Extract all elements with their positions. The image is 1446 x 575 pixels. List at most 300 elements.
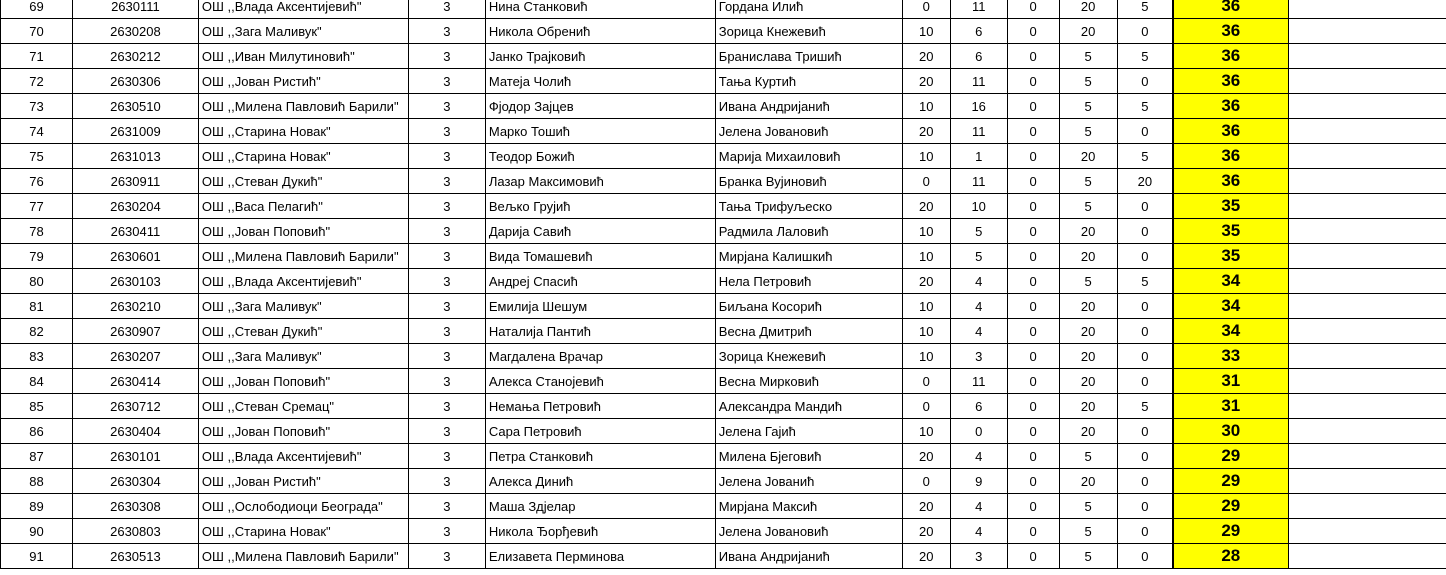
points-2-cell[interactable]: 4 bbox=[950, 269, 1007, 294]
points-5-cell[interactable]: 0 bbox=[1117, 69, 1173, 94]
rank-cell[interactable]: 71 bbox=[1, 44, 73, 69]
school-cell[interactable]: ОШ ,,Влада Аксентијевић" bbox=[198, 444, 408, 469]
points-1-cell[interactable]: 20 bbox=[902, 119, 950, 144]
points-1-cell[interactable]: 20 bbox=[902, 44, 950, 69]
code-cell[interactable]: 2630308 bbox=[72, 494, 198, 519]
code-cell[interactable]: 2631013 bbox=[72, 144, 198, 169]
student-name-cell[interactable]: Алекса Станојевић bbox=[485, 369, 715, 394]
grade-cell[interactable]: 3 bbox=[408, 19, 485, 44]
rank-cell[interactable]: 77 bbox=[1, 194, 73, 219]
points-2-cell[interactable]: 11 bbox=[950, 0, 1007, 19]
student-name-cell[interactable]: Никола Обренић bbox=[485, 19, 715, 44]
rank-cell[interactable]: 83 bbox=[1, 344, 73, 369]
points-3-cell[interactable]: 0 bbox=[1007, 19, 1059, 44]
points-2-cell[interactable]: 11 bbox=[950, 69, 1007, 94]
points-3-cell[interactable]: 0 bbox=[1007, 144, 1059, 169]
code-cell[interactable]: 2630414 bbox=[72, 369, 198, 394]
rank-cell[interactable]: 88 bbox=[1, 469, 73, 494]
empty-cell[interactable] bbox=[1288, 144, 1446, 169]
code-cell[interactable]: 2630510 bbox=[72, 94, 198, 119]
points-3-cell[interactable]: 0 bbox=[1007, 319, 1059, 344]
total-score-cell[interactable]: 31 bbox=[1173, 369, 1288, 394]
points-5-cell[interactable]: 20 bbox=[1117, 169, 1173, 194]
school-cell[interactable]: ОШ ,,Иван Милутиновић" bbox=[198, 44, 408, 69]
student-name-cell[interactable]: Вида Томашевић bbox=[485, 244, 715, 269]
points-1-cell[interactable]: 0 bbox=[902, 469, 950, 494]
student-name-cell[interactable]: Никола Ђорђевић bbox=[485, 519, 715, 544]
points-3-cell[interactable]: 0 bbox=[1007, 119, 1059, 144]
points-3-cell[interactable]: 0 bbox=[1007, 194, 1059, 219]
total-score-cell[interactable]: 35 bbox=[1173, 194, 1288, 219]
grade-cell[interactable]: 3 bbox=[408, 119, 485, 144]
points-4-cell[interactable]: 20 bbox=[1059, 344, 1117, 369]
student-name-cell[interactable]: Јанко Трајковић bbox=[485, 44, 715, 69]
school-cell[interactable]: ОШ ,,Јован Поповић" bbox=[198, 219, 408, 244]
grade-cell[interactable]: 3 bbox=[408, 144, 485, 169]
points-2-cell[interactable]: 6 bbox=[950, 19, 1007, 44]
teacher-name-cell[interactable]: Александра Мандић bbox=[715, 394, 902, 419]
points-2-cell[interactable]: 6 bbox=[950, 44, 1007, 69]
total-score-cell[interactable]: 29 bbox=[1173, 494, 1288, 519]
rank-cell[interactable]: 76 bbox=[1, 169, 73, 194]
grade-cell[interactable]: 3 bbox=[408, 494, 485, 519]
points-5-cell[interactable]: 0 bbox=[1117, 344, 1173, 369]
rank-cell[interactable]: 91 bbox=[1, 544, 73, 569]
rank-cell[interactable]: 78 bbox=[1, 219, 73, 244]
empty-cell[interactable] bbox=[1288, 219, 1446, 244]
student-name-cell[interactable]: Маша Здјелар bbox=[485, 494, 715, 519]
student-name-cell[interactable]: Емилија Шешум bbox=[485, 294, 715, 319]
total-score-cell[interactable]: 36 bbox=[1173, 119, 1288, 144]
student-name-cell[interactable]: Немања Петровић bbox=[485, 394, 715, 419]
empty-cell[interactable] bbox=[1288, 294, 1446, 319]
points-4-cell[interactable]: 5 bbox=[1059, 44, 1117, 69]
code-cell[interactable]: 2630306 bbox=[72, 69, 198, 94]
teacher-name-cell[interactable]: Бранка Вујиновић bbox=[715, 169, 902, 194]
points-1-cell[interactable]: 20 bbox=[902, 519, 950, 544]
points-2-cell[interactable]: 10 bbox=[950, 194, 1007, 219]
teacher-name-cell[interactable]: Тања Куртић bbox=[715, 69, 902, 94]
code-cell[interactable]: 2630601 bbox=[72, 244, 198, 269]
points-3-cell[interactable]: 0 bbox=[1007, 444, 1059, 469]
teacher-name-cell[interactable]: Јелена Јовановић bbox=[715, 119, 902, 144]
rank-cell[interactable]: 86 bbox=[1, 419, 73, 444]
points-2-cell[interactable]: 4 bbox=[950, 519, 1007, 544]
points-2-cell[interactable]: 4 bbox=[950, 319, 1007, 344]
school-cell[interactable]: ОШ ,,Васа Пелагић" bbox=[198, 194, 408, 219]
points-5-cell[interactable]: 0 bbox=[1117, 244, 1173, 269]
points-4-cell[interactable]: 20 bbox=[1059, 469, 1117, 494]
code-cell[interactable]: 2630712 bbox=[72, 394, 198, 419]
rank-cell[interactable]: 73 bbox=[1, 94, 73, 119]
school-cell[interactable]: ОШ ,,Зага Маливук" bbox=[198, 344, 408, 369]
school-cell[interactable]: ОШ ,,Влада Аксентијевић" bbox=[198, 269, 408, 294]
total-score-cell[interactable]: 34 bbox=[1173, 294, 1288, 319]
code-cell[interactable]: 2631009 bbox=[72, 119, 198, 144]
empty-cell[interactable] bbox=[1288, 0, 1446, 19]
grade-cell[interactable]: 3 bbox=[408, 294, 485, 319]
points-3-cell[interactable]: 0 bbox=[1007, 294, 1059, 319]
points-3-cell[interactable]: 0 bbox=[1007, 494, 1059, 519]
points-5-cell[interactable]: 0 bbox=[1117, 519, 1173, 544]
points-4-cell[interactable]: 20 bbox=[1059, 244, 1117, 269]
total-score-cell[interactable]: 29 bbox=[1173, 444, 1288, 469]
total-score-cell[interactable]: 29 bbox=[1173, 469, 1288, 494]
points-5-cell[interactable]: 0 bbox=[1117, 419, 1173, 444]
total-score-cell[interactable]: 29 bbox=[1173, 519, 1288, 544]
total-score-cell[interactable]: 36 bbox=[1173, 169, 1288, 194]
empty-cell[interactable] bbox=[1288, 444, 1446, 469]
empty-cell[interactable] bbox=[1288, 194, 1446, 219]
points-5-cell[interactable]: 5 bbox=[1117, 94, 1173, 119]
student-name-cell[interactable]: Матеја Чолић bbox=[485, 69, 715, 94]
points-2-cell[interactable]: 4 bbox=[950, 444, 1007, 469]
empty-cell[interactable] bbox=[1288, 319, 1446, 344]
points-2-cell[interactable]: 3 bbox=[950, 544, 1007, 569]
rank-cell[interactable]: 87 bbox=[1, 444, 73, 469]
points-4-cell[interactable]: 5 bbox=[1059, 169, 1117, 194]
school-cell[interactable]: ОШ ,,Милена Павловић Барили" bbox=[198, 544, 408, 569]
empty-cell[interactable] bbox=[1288, 94, 1446, 119]
points-1-cell[interactable]: 20 bbox=[902, 194, 950, 219]
points-3-cell[interactable]: 0 bbox=[1007, 469, 1059, 494]
points-5-cell[interactable]: 0 bbox=[1117, 219, 1173, 244]
student-name-cell[interactable]: Наталија Пантић bbox=[485, 319, 715, 344]
total-score-cell[interactable]: 34 bbox=[1173, 319, 1288, 344]
code-cell[interactable]: 2630101 bbox=[72, 444, 198, 469]
code-cell[interactable]: 2630513 bbox=[72, 544, 198, 569]
empty-cell[interactable] bbox=[1288, 544, 1446, 569]
rank-cell[interactable]: 79 bbox=[1, 244, 73, 269]
teacher-name-cell[interactable]: Радмила Лаловић bbox=[715, 219, 902, 244]
points-2-cell[interactable]: 0 bbox=[950, 419, 1007, 444]
student-name-cell[interactable]: Алекса Динић bbox=[485, 469, 715, 494]
student-name-cell[interactable]: Марко Тошић bbox=[485, 119, 715, 144]
points-4-cell[interactable]: 5 bbox=[1059, 444, 1117, 469]
rank-cell[interactable]: 82 bbox=[1, 319, 73, 344]
points-4-cell[interactable]: 5 bbox=[1059, 194, 1117, 219]
points-2-cell[interactable]: 4 bbox=[950, 494, 1007, 519]
code-cell[interactable]: 2630208 bbox=[72, 19, 198, 44]
points-4-cell[interactable]: 5 bbox=[1059, 519, 1117, 544]
empty-cell[interactable] bbox=[1288, 369, 1446, 394]
student-name-cell[interactable]: Дарија Савић bbox=[485, 219, 715, 244]
teacher-name-cell[interactable]: Мирјана Максић bbox=[715, 494, 902, 519]
points-1-cell[interactable]: 10 bbox=[902, 294, 950, 319]
points-3-cell[interactable]: 0 bbox=[1007, 169, 1059, 194]
total-score-cell[interactable]: 31 bbox=[1173, 394, 1288, 419]
empty-cell[interactable] bbox=[1288, 244, 1446, 269]
points-4-cell[interactable]: 20 bbox=[1059, 144, 1117, 169]
points-1-cell[interactable]: 10 bbox=[902, 319, 950, 344]
grade-cell[interactable]: 3 bbox=[408, 219, 485, 244]
grade-cell[interactable]: 3 bbox=[408, 469, 485, 494]
points-1-cell[interactable]: 10 bbox=[902, 419, 950, 444]
points-4-cell[interactable]: 20 bbox=[1059, 319, 1117, 344]
points-3-cell[interactable]: 0 bbox=[1007, 44, 1059, 69]
teacher-name-cell[interactable]: Тања Трифуљеско bbox=[715, 194, 902, 219]
points-1-cell[interactable]: 10 bbox=[902, 19, 950, 44]
total-score-cell[interactable]: 36 bbox=[1173, 44, 1288, 69]
rank-cell[interactable]: 84 bbox=[1, 369, 73, 394]
code-cell[interactable]: 2630204 bbox=[72, 194, 198, 219]
student-name-cell[interactable]: Петра Станковић bbox=[485, 444, 715, 469]
points-4-cell[interactable]: 20 bbox=[1059, 394, 1117, 419]
teacher-name-cell[interactable]: Весна Мирковић bbox=[715, 369, 902, 394]
empty-cell[interactable] bbox=[1288, 394, 1446, 419]
points-3-cell[interactable]: 0 bbox=[1007, 544, 1059, 569]
points-5-cell[interactable]: 5 bbox=[1117, 269, 1173, 294]
rank-cell[interactable]: 89 bbox=[1, 494, 73, 519]
points-1-cell[interactable]: 10 bbox=[902, 219, 950, 244]
rank-cell[interactable]: 80 bbox=[1, 269, 73, 294]
total-score-cell[interactable]: 33 bbox=[1173, 344, 1288, 369]
points-5-cell[interactable]: 0 bbox=[1117, 494, 1173, 519]
points-1-cell[interactable]: 20 bbox=[902, 444, 950, 469]
rank-cell[interactable]: 70 bbox=[1, 19, 73, 44]
grade-cell[interactable]: 3 bbox=[408, 269, 485, 294]
points-2-cell[interactable]: 9 bbox=[950, 469, 1007, 494]
student-name-cell[interactable]: Сара Петровић bbox=[485, 419, 715, 444]
grade-cell[interactable]: 3 bbox=[408, 519, 485, 544]
empty-cell[interactable] bbox=[1288, 69, 1446, 94]
student-name-cell[interactable]: Лазар Максимовић bbox=[485, 169, 715, 194]
empty-cell[interactable] bbox=[1288, 269, 1446, 294]
grade-cell[interactable]: 3 bbox=[408, 169, 485, 194]
grade-cell[interactable]: 3 bbox=[408, 69, 485, 94]
points-5-cell[interactable]: 5 bbox=[1117, 44, 1173, 69]
points-1-cell[interactable]: 20 bbox=[902, 494, 950, 519]
points-5-cell[interactable]: 0 bbox=[1117, 444, 1173, 469]
rank-cell[interactable]: 81 bbox=[1, 294, 73, 319]
code-cell[interactable]: 2630911 bbox=[72, 169, 198, 194]
total-score-cell[interactable]: 36 bbox=[1173, 0, 1288, 19]
school-cell[interactable]: ОШ ,,Јован Ристић" bbox=[198, 469, 408, 494]
grade-cell[interactable]: 3 bbox=[408, 544, 485, 569]
points-2-cell[interactable]: 5 bbox=[950, 219, 1007, 244]
student-name-cell[interactable]: Вељко Грујић bbox=[485, 194, 715, 219]
rank-cell[interactable]: 72 bbox=[1, 69, 73, 94]
grade-cell[interactable]: 3 bbox=[408, 394, 485, 419]
points-3-cell[interactable]: 0 bbox=[1007, 219, 1059, 244]
total-score-cell[interactable]: 35 bbox=[1173, 244, 1288, 269]
points-5-cell[interactable]: 0 bbox=[1117, 319, 1173, 344]
total-score-cell[interactable]: 36 bbox=[1173, 144, 1288, 169]
points-2-cell[interactable]: 6 bbox=[950, 394, 1007, 419]
grade-cell[interactable]: 3 bbox=[408, 419, 485, 444]
empty-cell[interactable] bbox=[1288, 119, 1446, 144]
points-4-cell[interactable]: 20 bbox=[1059, 0, 1117, 19]
total-score-cell[interactable]: 35 bbox=[1173, 219, 1288, 244]
rank-cell[interactable]: 90 bbox=[1, 519, 73, 544]
points-5-cell[interactable]: 0 bbox=[1117, 19, 1173, 44]
points-1-cell[interactable]: 0 bbox=[902, 394, 950, 419]
points-3-cell[interactable]: 0 bbox=[1007, 394, 1059, 419]
code-cell[interactable]: 2630404 bbox=[72, 419, 198, 444]
school-cell[interactable]: ОШ ,,Старина Новак" bbox=[198, 119, 408, 144]
teacher-name-cell[interactable]: Ивана Андријанић bbox=[715, 94, 902, 119]
teacher-name-cell[interactable]: Ивана Андријанић bbox=[715, 544, 902, 569]
points-4-cell[interactable]: 5 bbox=[1059, 544, 1117, 569]
total-score-cell[interactable]: 36 bbox=[1173, 19, 1288, 44]
total-score-cell[interactable]: 30 bbox=[1173, 419, 1288, 444]
grade-cell[interactable]: 3 bbox=[408, 369, 485, 394]
points-5-cell[interactable]: 5 bbox=[1117, 394, 1173, 419]
code-cell[interactable]: 2630207 bbox=[72, 344, 198, 369]
points-1-cell[interactable]: 10 bbox=[902, 144, 950, 169]
points-4-cell[interactable]: 5 bbox=[1059, 269, 1117, 294]
school-cell[interactable]: ОШ ,,Стеван Дукић" bbox=[198, 169, 408, 194]
points-2-cell[interactable]: 11 bbox=[950, 169, 1007, 194]
grade-cell[interactable]: 3 bbox=[408, 0, 485, 19]
points-4-cell[interactable]: 5 bbox=[1059, 119, 1117, 144]
points-4-cell[interactable]: 20 bbox=[1059, 419, 1117, 444]
student-name-cell[interactable]: Елизавета Перминова bbox=[485, 544, 715, 569]
points-1-cell[interactable]: 20 bbox=[902, 544, 950, 569]
empty-cell[interactable] bbox=[1288, 19, 1446, 44]
grade-cell[interactable]: 3 bbox=[408, 344, 485, 369]
code-cell[interactable]: 2630210 bbox=[72, 294, 198, 319]
teacher-name-cell[interactable]: Милена Бјеговић bbox=[715, 444, 902, 469]
points-2-cell[interactable]: 11 bbox=[950, 119, 1007, 144]
points-5-cell[interactable]: 0 bbox=[1117, 294, 1173, 319]
school-cell[interactable]: ОШ ,,Милена Павловић Барили" bbox=[198, 94, 408, 119]
points-2-cell[interactable]: 3 bbox=[950, 344, 1007, 369]
points-3-cell[interactable]: 0 bbox=[1007, 94, 1059, 119]
teacher-name-cell[interactable]: Марија Михаиловић bbox=[715, 144, 902, 169]
student-name-cell[interactable]: Фјодор Зајцев bbox=[485, 94, 715, 119]
points-4-cell[interactable]: 5 bbox=[1059, 494, 1117, 519]
points-3-cell[interactable]: 0 bbox=[1007, 519, 1059, 544]
grade-cell[interactable]: 3 bbox=[408, 194, 485, 219]
student-name-cell[interactable]: Андреј Спасић bbox=[485, 269, 715, 294]
points-1-cell[interactable]: 10 bbox=[902, 344, 950, 369]
grade-cell[interactable]: 3 bbox=[408, 244, 485, 269]
points-4-cell[interactable]: 5 bbox=[1059, 69, 1117, 94]
code-cell[interactable]: 2630304 bbox=[72, 469, 198, 494]
empty-cell[interactable] bbox=[1288, 494, 1446, 519]
empty-cell[interactable] bbox=[1288, 419, 1446, 444]
points-5-cell[interactable]: 0 bbox=[1117, 194, 1173, 219]
points-5-cell[interactable]: 0 bbox=[1117, 469, 1173, 494]
grade-cell[interactable]: 3 bbox=[408, 319, 485, 344]
points-2-cell[interactable]: 11 bbox=[950, 369, 1007, 394]
empty-cell[interactable] bbox=[1288, 44, 1446, 69]
points-2-cell[interactable]: 1 bbox=[950, 144, 1007, 169]
student-name-cell[interactable]: Магдалена Врачар bbox=[485, 344, 715, 369]
school-cell[interactable]: ОШ ,,Влада Аксентијевић" bbox=[198, 0, 408, 19]
grade-cell[interactable]: 3 bbox=[408, 94, 485, 119]
points-1-cell[interactable]: 0 bbox=[902, 0, 950, 19]
teacher-name-cell[interactable]: Весна Дмитрић bbox=[715, 319, 902, 344]
code-cell[interactable]: 2630103 bbox=[72, 269, 198, 294]
teacher-name-cell[interactable]: Мирјана Калишкић bbox=[715, 244, 902, 269]
code-cell[interactable]: 2630212 bbox=[72, 44, 198, 69]
school-cell[interactable]: ОШ ,,Стеван Сремац" bbox=[198, 394, 408, 419]
empty-cell[interactable] bbox=[1288, 344, 1446, 369]
points-3-cell[interactable]: 0 bbox=[1007, 244, 1059, 269]
points-3-cell[interactable]: 0 bbox=[1007, 0, 1059, 19]
rank-cell[interactable]: 74 bbox=[1, 119, 73, 144]
teacher-name-cell[interactable]: Нела Петровић bbox=[715, 269, 902, 294]
points-5-cell[interactable]: 5 bbox=[1117, 144, 1173, 169]
points-1-cell[interactable]: 0 bbox=[902, 369, 950, 394]
points-5-cell[interactable]: 0 bbox=[1117, 369, 1173, 394]
student-name-cell[interactable]: Теодор Божић bbox=[485, 144, 715, 169]
school-cell[interactable]: ОШ ,,Зага Маливук" bbox=[198, 19, 408, 44]
teacher-name-cell[interactable]: Бранислава Тришић bbox=[715, 44, 902, 69]
points-1-cell[interactable]: 10 bbox=[902, 244, 950, 269]
table-row bbox=[1, 69, 1446, 94]
teacher-name-cell[interactable]: Гордана Илић bbox=[715, 0, 902, 19]
empty-cell[interactable] bbox=[1288, 469, 1446, 494]
rank-cell[interactable]: 75 bbox=[1, 144, 73, 169]
points-3-cell[interactable]: 0 bbox=[1007, 69, 1059, 94]
total-score-cell[interactable]: 36 bbox=[1173, 94, 1288, 119]
code-cell[interactable]: 2630803 bbox=[72, 519, 198, 544]
points-3-cell[interactable]: 0 bbox=[1007, 344, 1059, 369]
points-2-cell[interactable]: 4 bbox=[950, 294, 1007, 319]
points-3-cell[interactable]: 0 bbox=[1007, 419, 1059, 444]
points-3-cell[interactable]: 0 bbox=[1007, 369, 1059, 394]
grade-cell[interactable]: 3 bbox=[408, 444, 485, 469]
code-cell[interactable]: 2630411 bbox=[72, 219, 198, 244]
school-cell[interactable]: ОШ ,,Јован Поповић" bbox=[198, 419, 408, 444]
points-1-cell[interactable]: 0 bbox=[902, 169, 950, 194]
code-cell[interactable]: 2630907 bbox=[72, 319, 198, 344]
points-5-cell[interactable]: 0 bbox=[1117, 544, 1173, 569]
empty-cell[interactable] bbox=[1288, 519, 1446, 544]
points-4-cell[interactable]: 20 bbox=[1059, 294, 1117, 319]
school-cell[interactable]: ОШ ,,Стеван Дукић" bbox=[198, 319, 408, 344]
teacher-name-cell[interactable]: Зорица Кнежевић bbox=[715, 19, 902, 44]
teacher-name-cell[interactable]: Биљана Косорић bbox=[715, 294, 902, 319]
points-5-cell[interactable]: 5 bbox=[1117, 0, 1173, 19]
school-cell[interactable]: ОШ ,,Старина Новак" bbox=[198, 519, 408, 544]
points-1-cell[interactable]: 20 bbox=[902, 269, 950, 294]
points-2-cell[interactable]: 5 bbox=[950, 244, 1007, 269]
total-score-cell[interactable]: 34 bbox=[1173, 269, 1288, 294]
total-score-cell[interactable]: 28 bbox=[1173, 544, 1288, 569]
rank-cell[interactable]: 85 bbox=[1, 394, 73, 419]
school-cell[interactable]: ОШ ,,Милена Павловић Барили" bbox=[198, 244, 408, 269]
points-1-cell[interactable]: 20 bbox=[902, 69, 950, 94]
points-3-cell[interactable]: 0 bbox=[1007, 269, 1059, 294]
school-cell[interactable]: ОШ ,,Ослободиоци Београда" bbox=[198, 494, 408, 519]
teacher-name-cell[interactable]: Јелена Гајић bbox=[715, 419, 902, 444]
points-4-cell[interactable]: 20 bbox=[1059, 369, 1117, 394]
school-cell[interactable]: ОШ ,,Јован Поповић" bbox=[198, 369, 408, 394]
code-cell[interactable]: 2630111 bbox=[72, 0, 198, 19]
empty-cell[interactable] bbox=[1288, 169, 1446, 194]
teacher-name-cell[interactable]: Јелена Јованић bbox=[715, 469, 902, 494]
school-cell[interactable]: ОШ ,,Зага Маливук" bbox=[198, 294, 408, 319]
student-name-cell[interactable]: Нина Станковић bbox=[485, 0, 715, 19]
teacher-name-cell[interactable]: Зорица Кнежевић bbox=[715, 344, 902, 369]
rank-cell[interactable]: 69 bbox=[1, 0, 73, 19]
points-4-cell[interactable]: 20 bbox=[1059, 19, 1117, 44]
points-2-cell[interactable]: 16 bbox=[950, 94, 1007, 119]
school-cell[interactable]: ОШ ,,Старина Новак" bbox=[198, 144, 408, 169]
school-cell[interactable]: ОШ ,,Јован Ристић" bbox=[198, 69, 408, 94]
points-4-cell[interactable]: 20 bbox=[1059, 219, 1117, 244]
points-4-cell[interactable]: 5 bbox=[1059, 94, 1117, 119]
points-1-cell[interactable]: 10 bbox=[902, 94, 950, 119]
grade-cell[interactable]: 3 bbox=[408, 44, 485, 69]
total-score-cell[interactable]: 36 bbox=[1173, 69, 1288, 94]
points-5-cell[interactable]: 0 bbox=[1117, 119, 1173, 144]
teacher-name-cell[interactable]: Јелена Јовановић bbox=[715, 519, 902, 544]
